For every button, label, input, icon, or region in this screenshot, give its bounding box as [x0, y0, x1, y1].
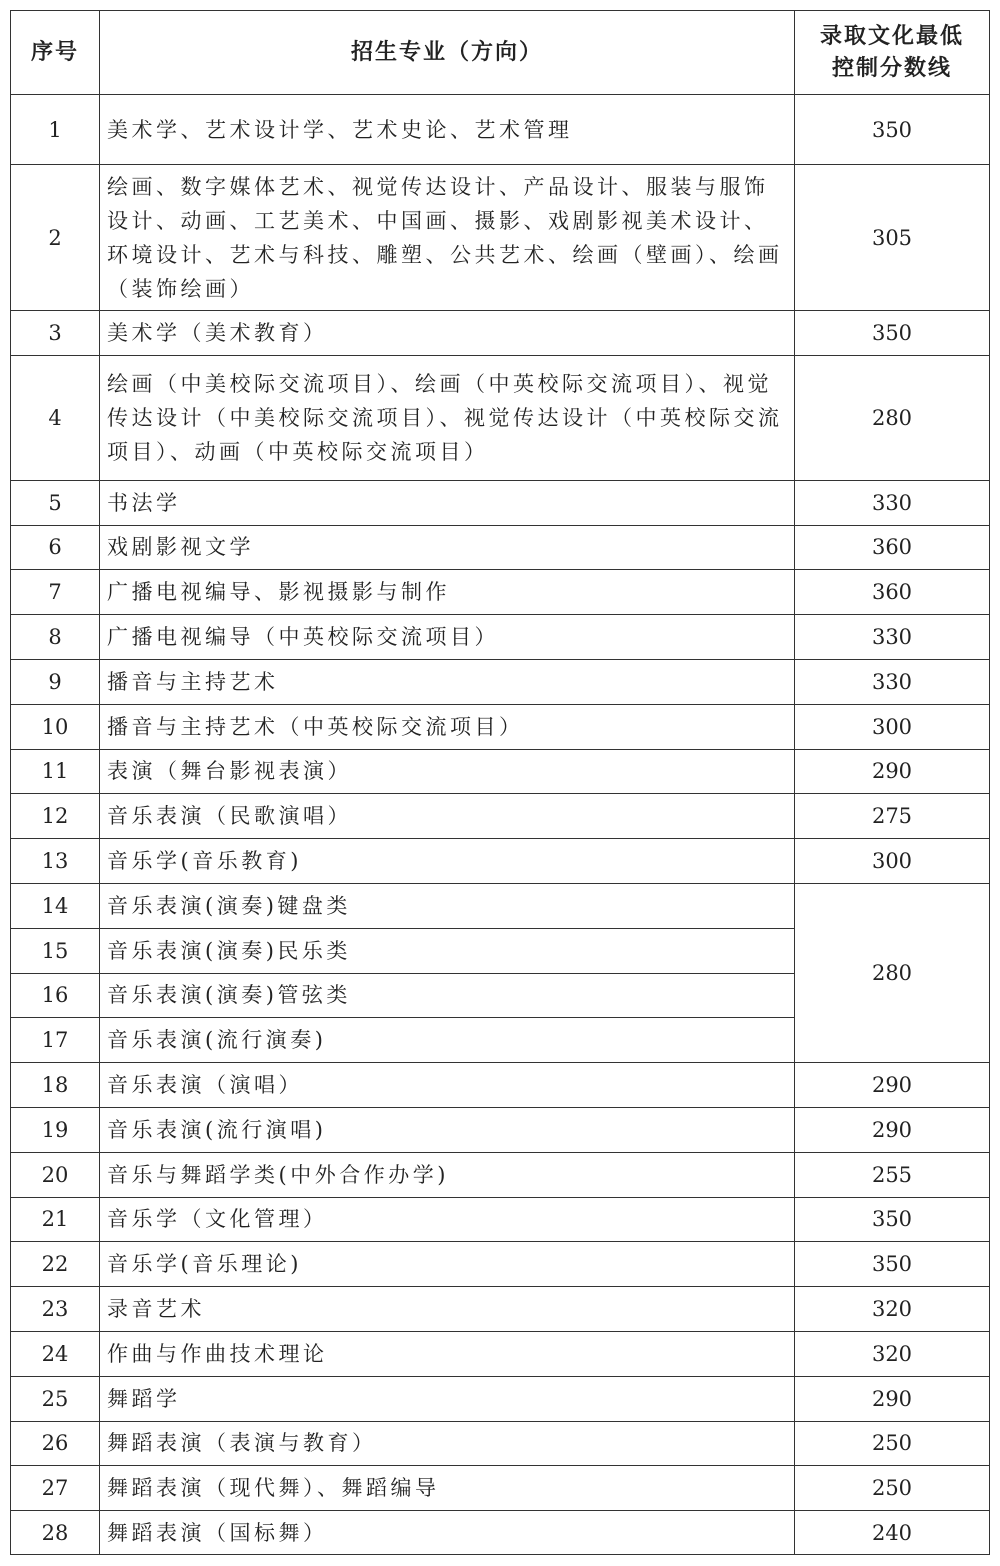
header-score-line2: 控制分数线 [831, 55, 952, 81]
row-no: 15 [11, 928, 100, 973]
row-major: 表演（舞台影视表演） [100, 749, 795, 794]
row-no: 28 [11, 1511, 100, 1555]
table-row [11, 704, 990, 749]
table-row [11, 1511, 990, 1555]
row-score: 240 [795, 1511, 990, 1555]
table-row [11, 1197, 990, 1242]
row-major: 音乐表演(流行演唱) [100, 1107, 795, 1152]
table-row [11, 794, 990, 839]
table-row [11, 165, 990, 311]
row-no: 3 [11, 311, 100, 356]
row-score: 350 [795, 95, 990, 165]
row-major: 舞蹈表演（现代舞）、舞蹈编导 [100, 1466, 795, 1511]
row-major: 广播电视编导（中英校际交流项目） [100, 615, 795, 660]
row-score-merged: 280 [795, 883, 990, 1062]
table-row [11, 570, 990, 615]
row-score: 250 [795, 1466, 990, 1511]
row-no: 5 [11, 480, 100, 525]
row-no: 11 [11, 749, 100, 794]
row-score: 330 [795, 480, 990, 525]
row-major: 音乐表演(演奏)民乐类 [100, 928, 795, 973]
header-score [795, 11, 990, 95]
table-row [11, 1376, 990, 1421]
row-score: 305 [795, 165, 990, 311]
table-row [11, 355, 990, 480]
table-row [11, 1152, 990, 1197]
row-no: 13 [11, 839, 100, 884]
row-no: 24 [11, 1331, 100, 1376]
row-score: 290 [795, 749, 990, 794]
row-score: 360 [795, 570, 990, 615]
row-score: 290 [795, 1376, 990, 1421]
row-no: 4 [11, 355, 100, 480]
row-major: 播音与主持艺术 [100, 659, 795, 704]
row-score: 290 [795, 1107, 990, 1152]
row-no: 6 [11, 525, 100, 570]
table-row [11, 1421, 990, 1466]
row-major: 作曲与作曲技术理论 [100, 1331, 795, 1376]
table-row [11, 1331, 990, 1376]
row-major: 戏剧影视文学 [100, 525, 795, 570]
header-score-line1: 录取文化最低 [819, 23, 964, 49]
row-no: 1 [11, 95, 100, 165]
row-major: 音乐表演（民歌演唱） [100, 794, 795, 839]
row-major: 广播电视编导、影视摄影与制作 [100, 570, 795, 615]
row-no: 18 [11, 1063, 100, 1108]
row-no: 25 [11, 1376, 100, 1421]
row-no: 12 [11, 794, 100, 839]
row-major: 音乐学（文化管理） [100, 1197, 795, 1242]
row-major: 舞蹈表演（表演与教育） [100, 1421, 795, 1466]
header-major: 招生专业（方向） [100, 11, 795, 95]
row-score: 275 [795, 794, 990, 839]
header-no: 序号 [11, 11, 100, 95]
row-score: 250 [795, 1421, 990, 1466]
row-major: 录音艺术 [100, 1287, 795, 1332]
row-score: 350 [795, 1197, 990, 1242]
row-no: 26 [11, 1421, 100, 1466]
row-no: 23 [11, 1287, 100, 1332]
table-row [11, 659, 990, 704]
row-score: 290 [795, 1063, 990, 1108]
row-major: 书法学 [100, 480, 795, 525]
row-major: 美术学（美术教育） [100, 311, 795, 356]
row-major: 音乐与舞蹈学类(中外合作办学) [100, 1152, 795, 1197]
table-row [11, 311, 990, 356]
row-score: 330 [795, 615, 990, 660]
row-no: 19 [11, 1107, 100, 1152]
table-row [11, 839, 990, 884]
row-score: 320 [795, 1331, 990, 1376]
row-no: 21 [11, 1197, 100, 1242]
row-no: 16 [11, 973, 100, 1018]
row-no: 22 [11, 1242, 100, 1287]
row-score: 320 [795, 1287, 990, 1332]
table-row [11, 1242, 990, 1287]
row-major: 音乐表演(流行演奏) [100, 1018, 795, 1063]
row-major: 音乐表演（演唱） [100, 1063, 795, 1108]
table-row [11, 749, 990, 794]
row-major: 舞蹈学 [100, 1376, 795, 1421]
row-major: 音乐学(音乐教育) [100, 839, 795, 884]
table-row [11, 525, 990, 570]
row-major: 音乐学(音乐理论) [100, 1242, 795, 1287]
row-major: 音乐表演(演奏)键盘类 [100, 883, 795, 928]
row-score: 300 [795, 839, 990, 884]
table-row [11, 1063, 990, 1108]
row-score: 350 [795, 1242, 990, 1287]
table-row [11, 1466, 990, 1511]
row-no: 27 [11, 1466, 100, 1511]
admission-score-table [10, 10, 990, 1555]
row-no: 9 [11, 659, 100, 704]
table-row [11, 95, 990, 165]
table-row [11, 883, 990, 928]
table-header-row [11, 11, 990, 95]
row-score: 350 [795, 311, 990, 356]
row-score: 280 [795, 355, 990, 480]
table-row [11, 615, 990, 660]
row-score: 360 [795, 525, 990, 570]
row-major: 绘画（中美校际交流项目）、绘画（中英校际交流项目）、视觉传达设计（中美校际交流项目）、视觉传达设计（中英校际交流项目）、动画（中英校际交流项目） [100, 355, 795, 480]
row-major: 音乐表演(演奏)管弦类 [100, 973, 795, 1018]
row-no: 10 [11, 704, 100, 749]
table-row [11, 1107, 990, 1152]
row-score: 255 [795, 1152, 990, 1197]
row-no: 14 [11, 883, 100, 928]
table-row [11, 1287, 990, 1332]
row-no: 20 [11, 1152, 100, 1197]
row-no: 2 [11, 165, 100, 311]
table-row [11, 480, 990, 525]
row-score: 300 [795, 704, 990, 749]
row-major: 美术学、艺术设计学、艺术史论、艺术管理 [100, 95, 795, 165]
row-no: 8 [11, 615, 100, 660]
row-major: 绘画、数字媒体艺术、视觉传达设计、产品设计、服装与服饰设计、动画、工艺美术、中国画、摄影、戏剧影视美术设计、环境设计、艺术与科技、雕塑、公共艺术、绘画（壁画）、绘画（装饰绘画） [100, 165, 795, 311]
row-major: 舞蹈表演（国标舞） [100, 1511, 795, 1555]
row-score: 330 [795, 659, 990, 704]
row-no: 17 [11, 1018, 100, 1063]
row-major: 播音与主持艺术（中英校际交流项目） [100, 704, 795, 749]
row-no: 7 [11, 570, 100, 615]
